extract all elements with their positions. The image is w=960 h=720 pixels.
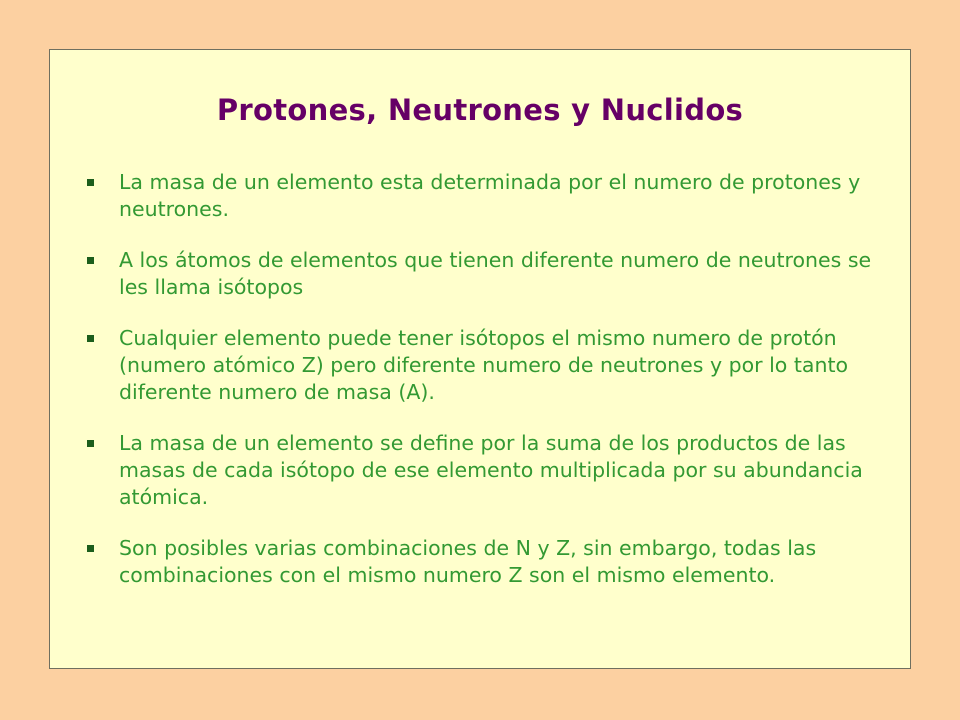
bullet-item xyxy=(87,169,877,223)
bullet-item xyxy=(87,430,877,511)
bullet-text: Cualquier elemento puede tener isótopos el mismo numero de protón (numero atómico Z) pero diferente numero de neutrones y por lo tanto diferente numero de masa (A). xyxy=(119,326,849,404)
square-bullet-icon xyxy=(87,335,94,342)
bullet-text: La masa de un elemento se define por la suma de los productos de las masas de cada isótopo de ese elemento multiplicada por su abundancia atómica. xyxy=(119,431,863,509)
slide-title: Protones, Neutrones y Nuclidos xyxy=(216,93,744,127)
square-bullet-icon xyxy=(87,179,94,186)
slide-panel xyxy=(49,49,911,669)
bullet-text: Son posibles varias combinaciones de N y Z, sin embargo, todas las combinaciones con el mismo numero Z son el mismo elemento. xyxy=(119,536,817,587)
bullet-text: A los átomos de elementos que tienen diferente numero de neutrones se les llama isótopos xyxy=(119,248,872,299)
bullet-item xyxy=(87,535,877,589)
bullet-item xyxy=(87,325,877,406)
bullet-text: La masa de un elemento esta determinada por el numero de protones y neutrones. xyxy=(119,170,861,221)
bullet-item xyxy=(87,247,877,301)
bullet-list xyxy=(87,169,877,613)
square-bullet-icon xyxy=(87,545,94,552)
square-bullet-icon xyxy=(87,440,94,447)
square-bullet-icon xyxy=(87,257,94,264)
